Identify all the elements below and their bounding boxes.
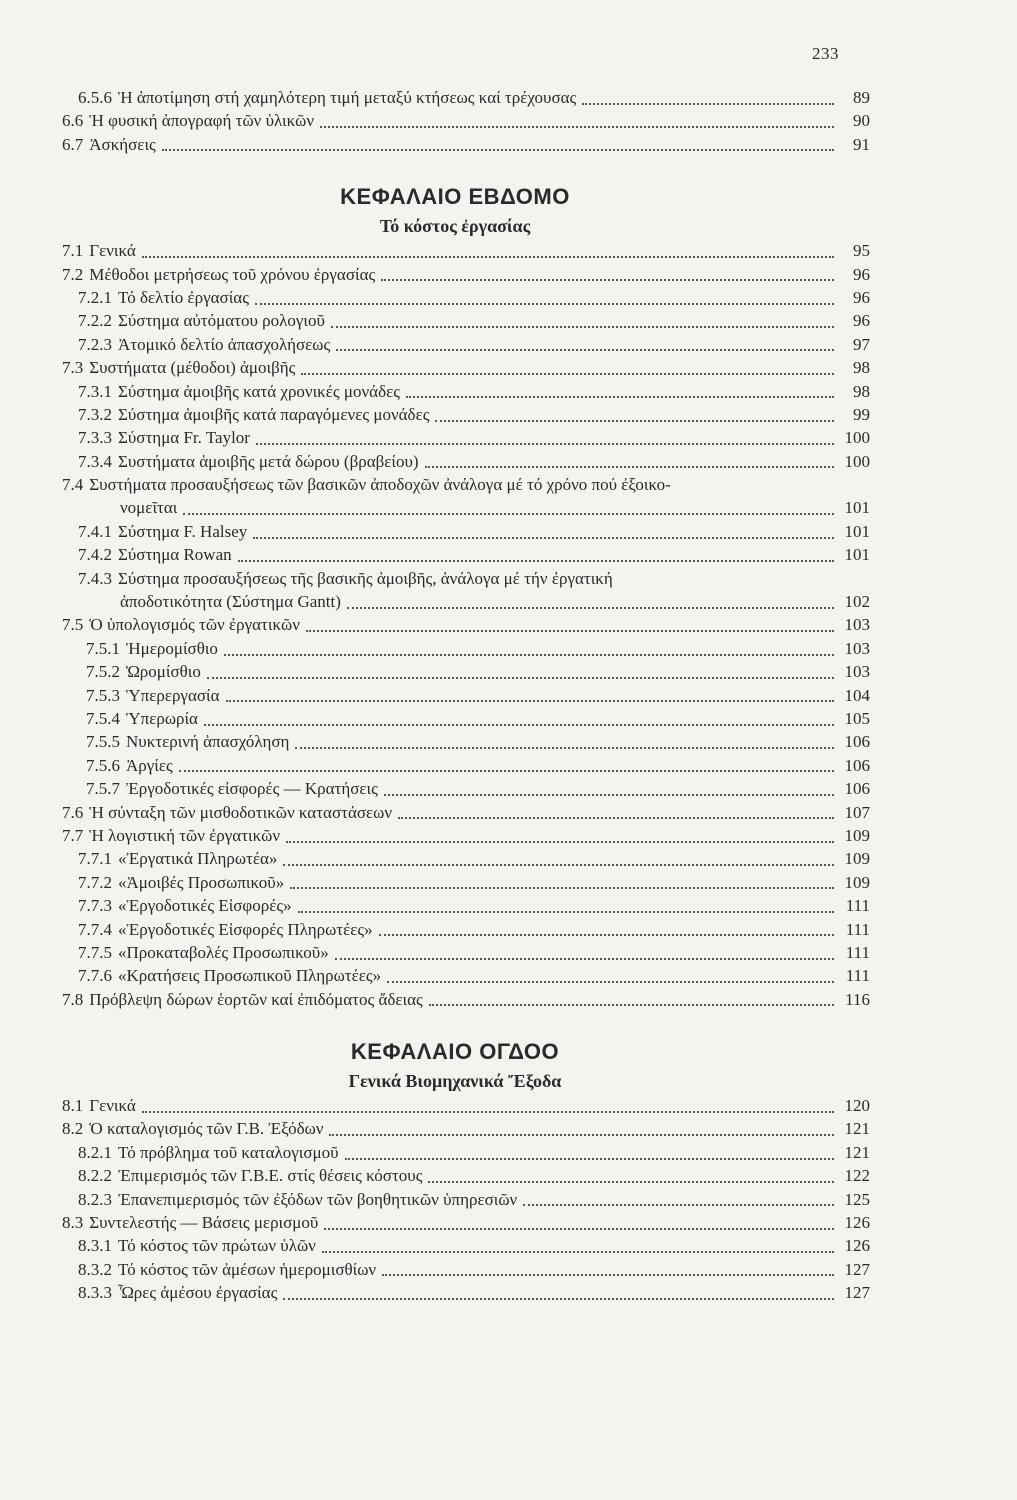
toc-entry xyxy=(40,592,870,615)
toc-entry-page: 98 xyxy=(853,358,870,378)
toc-entry-number: 7.7.6 xyxy=(78,966,112,986)
chapter8-subtitle: Γενικά Βιομηχανικά Ἔξοδα xyxy=(348,1071,562,1092)
toc-entry-title: «Ἐργοδοτικές Εἰσφορές Πληρωτέες» xyxy=(118,919,373,939)
toc-entry xyxy=(40,428,870,451)
toc-entry-number: 7.4.1 xyxy=(78,521,112,541)
dot-leader xyxy=(425,466,834,468)
toc-entry-page: 103 xyxy=(844,638,870,658)
dot-leader xyxy=(347,607,834,609)
toc-entry-number: 7.3 xyxy=(62,358,84,378)
toc-entry-page: 106 xyxy=(844,755,870,775)
toc-entry-number: 8.2.1 xyxy=(78,1142,112,1162)
toc-entry-number: 7.1 xyxy=(62,241,84,261)
toc-entry-number: 7.7.2 xyxy=(78,872,112,892)
toc-entry-title: Νυκτερινή ἀπασχόληση xyxy=(126,732,290,752)
toc-entry-title: Ἀργίες xyxy=(126,755,173,775)
dot-leader xyxy=(283,1298,834,1300)
chapter6-tail-list xyxy=(40,88,870,158)
toc-entry xyxy=(40,1236,870,1259)
toc-entry-page: 104 xyxy=(844,685,870,705)
toc-entry-title: «Ἐργοδοτικές Εἰσφορές» xyxy=(118,896,292,916)
dot-leader xyxy=(381,279,834,281)
chapter7-list xyxy=(40,241,870,1013)
toc-entry-page: 106 xyxy=(844,779,870,799)
toc-entry-number: 8.3.3 xyxy=(78,1283,112,1303)
toc-entry-number: 7.5.3 xyxy=(86,685,120,705)
toc-entry xyxy=(40,896,870,919)
dot-leader xyxy=(345,1158,834,1160)
toc-entry-title: «Ἐργατικά Πληρωτέα» xyxy=(118,849,278,869)
toc-entry-page: 109 xyxy=(844,849,870,869)
toc-entry-number: 7.7.1 xyxy=(78,849,112,869)
toc-entry-title: Ὁ καταλογισμός τῶν Γ.Β. Ἐξόδων xyxy=(89,1119,324,1139)
dot-leader xyxy=(286,841,834,843)
toc-entry xyxy=(40,111,870,134)
toc-entry-title: ἀποδοτικότητα (Σύστημα Gantt) xyxy=(120,592,341,612)
toc-entry-page: 109 xyxy=(844,872,870,892)
toc-entry xyxy=(40,943,870,966)
toc-entry xyxy=(40,405,870,428)
toc-entry-number: 7.7 xyxy=(62,825,84,845)
toc-entry xyxy=(40,709,870,732)
toc-entry xyxy=(40,545,870,568)
toc-entry-number: 7.6 xyxy=(62,802,84,822)
dot-leader xyxy=(382,1274,834,1276)
toc-entry-number: 8.2 xyxy=(62,1119,84,1139)
toc-entry-page: 101 xyxy=(844,498,870,518)
dot-leader xyxy=(384,794,834,796)
toc-entry-title: Ἡ ἀποτίμηση στή χαμηλότερη τιμή μεταξύ κτήσεως καί τρέχουσας xyxy=(118,88,577,107)
toc-entry-page: 106 xyxy=(844,732,870,752)
table-of-contents xyxy=(40,88,870,1307)
toc-entry-page: 126 xyxy=(844,1236,870,1256)
dot-leader xyxy=(207,677,834,679)
toc-entry xyxy=(40,1260,870,1283)
toc-entry-number: 7.2.1 xyxy=(78,287,112,307)
toc-entry xyxy=(40,382,870,405)
toc-entry-number: 7.2.2 xyxy=(78,311,112,331)
dot-leader xyxy=(322,1251,834,1253)
toc-entry xyxy=(40,873,870,896)
toc-entry-title: Ἡ φυσική ἀπογραφή τῶν ὑλικῶν xyxy=(89,111,315,131)
dot-leader xyxy=(226,700,835,702)
toc-entry-page: 95 xyxy=(853,241,870,261)
toc-entry-number: 7.5 xyxy=(62,615,84,635)
toc-entry-number: 8.3.2 xyxy=(78,1259,112,1279)
toc-entry-number: 8.2.3 xyxy=(78,1189,112,1209)
dot-leader xyxy=(336,349,834,351)
toc-entry-page: 111 xyxy=(845,966,870,986)
toc-entry-number: 7.5.2 xyxy=(86,662,120,682)
toc-entry-title: Σύστημα προσαυξήσεως τῆς βασικῆς ἀμοιβῆς, ἀνάλογα μέ τήν ἐργατική xyxy=(118,568,613,588)
toc-entry-title: Συστήματα (μέθοδοι) ἀμοιβῆς xyxy=(89,358,296,378)
toc-entry-title: «Προκαταβολές Προσωπικοῦ» xyxy=(118,942,329,962)
dot-leader xyxy=(142,256,834,258)
toc-entry-page: 111 xyxy=(845,919,870,939)
toc-entry-number: 7.5.7 xyxy=(86,779,120,799)
toc-entry-title: Σύστημα ἀμοιβῆς κατά χρονικές μονάδες xyxy=(118,381,400,401)
toc-entry-title: Ἀσκήσεις xyxy=(89,134,156,154)
toc-entry-page: 100 xyxy=(844,428,870,448)
toc-entry-page: 121 xyxy=(844,1119,870,1139)
dot-leader xyxy=(298,911,834,913)
dot-leader xyxy=(320,126,834,128)
toc-entry xyxy=(40,522,870,545)
toc-entry xyxy=(40,1213,870,1236)
toc-entry-title: Ὡρομίσθιο xyxy=(126,662,201,682)
toc-entry xyxy=(40,475,870,498)
dot-leader xyxy=(283,864,834,866)
dot-leader xyxy=(162,149,834,151)
toc-entry-title: Ἡ σύνταξη τῶν μισθοδοτικῶν καταστάσεων xyxy=(89,802,393,822)
toc-entry-title: Γενικά xyxy=(89,1096,136,1116)
toc-entry xyxy=(40,498,870,521)
dot-leader xyxy=(582,103,834,105)
toc-entry-title: Τό δελτίο ἐργασίας xyxy=(118,287,249,307)
toc-entry-title: Ἐργοδοτικές εἰσφορές — Κρατήσεις xyxy=(126,779,378,799)
toc-entry-title: Συστήματα ἀμοιβῆς μετά δώρου (βραβείου) xyxy=(118,451,419,471)
toc-entry xyxy=(40,803,870,826)
dot-leader xyxy=(238,560,834,562)
toc-entry-number: 7.3.4 xyxy=(78,451,112,471)
toc-entry xyxy=(40,1283,870,1306)
toc-entry xyxy=(40,335,870,358)
toc-entry-number: 7.3.2 xyxy=(78,404,112,424)
toc-entry-page: 100 xyxy=(844,451,870,471)
toc-entry-title: Σύστημα Rowan xyxy=(118,545,232,565)
toc-entry-page: 101 xyxy=(844,521,870,541)
toc-entry-number: 8.2.2 xyxy=(78,1166,112,1186)
toc-entry-number: 8.1 xyxy=(62,1096,84,1116)
toc-entry-number: 7.4.3 xyxy=(78,568,112,588)
toc-entry-page: 109 xyxy=(844,825,870,845)
toc-entry-page: 127 xyxy=(844,1259,870,1279)
toc-entry-page: 96 xyxy=(853,287,870,307)
toc-entry xyxy=(40,779,870,802)
toc-entry-page: 101 xyxy=(844,545,870,565)
dot-leader xyxy=(255,303,834,305)
toc-entry xyxy=(40,88,870,111)
dot-leader xyxy=(387,981,834,983)
toc-entry xyxy=(40,732,870,755)
toc-entry-title: Ἐπιμερισμός τῶν Γ.Β.Ε. στίς θέσεις κόστους xyxy=(118,1166,423,1186)
toc-entry xyxy=(40,756,870,779)
toc-entry-page: 125 xyxy=(844,1189,870,1209)
toc-entry-title: Ἀτομικό δελτίο ἀπασχολήσεως xyxy=(118,334,331,354)
toc-entry-title: Ἡ λογιστική τῶν ἐργατικῶν xyxy=(89,825,281,845)
toc-entry-number: 7.5.1 xyxy=(86,638,120,658)
toc-entry-title: Τό κόστος τῶν ἀμέσων ἡμερομισθίων xyxy=(118,1259,377,1279)
dot-leader xyxy=(324,1228,834,1230)
toc-entry-title: Τό κόστος τῶν πρώτων ὑλῶν xyxy=(118,1236,316,1256)
toc-entry-title: Συστήματα προσαυξήσεως τῶν βασικῶν ἀποδοχῶν ἀνάλογα μέ τό χρόνο πού ἐξοικο- xyxy=(89,475,671,495)
toc-entry-number: 8.3.1 xyxy=(78,1236,112,1256)
toc-entry-title: Τό πρόβλημα τοῦ καταλογισμοῦ xyxy=(118,1142,339,1162)
toc-entry-page: 96 xyxy=(853,264,870,284)
chapter8-list xyxy=(40,1096,870,1307)
toc-entry-number: 7.7.3 xyxy=(78,896,112,916)
dot-leader xyxy=(306,630,834,632)
toc-entry xyxy=(40,615,870,638)
toc-entry-page: 126 xyxy=(844,1213,870,1233)
toc-entry-number: 7.7.4 xyxy=(78,919,112,939)
dot-leader xyxy=(331,326,834,328)
toc-entry xyxy=(40,135,870,158)
toc-entry-number: 7.5.6 xyxy=(86,755,120,775)
toc-entry-title: «Κρατήσεις Προσωπικοῦ Πληρωτέες» xyxy=(118,966,382,986)
toc-entry-title: Συντελεστής — Βάσεις μερισμοῦ xyxy=(89,1213,319,1233)
toc-entry-page: 91 xyxy=(853,134,870,154)
toc-entry xyxy=(40,662,870,685)
toc-entry-number: 7.7.5 xyxy=(78,942,112,962)
toc-entry xyxy=(40,639,870,662)
toc-entry-number: 6.7 xyxy=(62,134,84,154)
toc-entry-page: 116 xyxy=(845,989,870,1009)
toc-entry-title: Γενικά xyxy=(89,241,136,261)
chapter8-title: ΚΕΦΑΛΑΙΟ ΟΓΔΟΟ xyxy=(350,1039,560,1065)
toc-entry-title: Σύστημα F. Halsey xyxy=(118,521,248,541)
toc-entry-page: 96 xyxy=(853,311,870,331)
dot-leader xyxy=(398,817,834,819)
toc-entry-title: «Ἀμοιβές Προσωπικοῦ» xyxy=(118,872,285,892)
toc-entry xyxy=(40,849,870,872)
toc-entry-title: Ὑπερωρία xyxy=(126,708,198,728)
toc-entry-title: Σύστημα αὐτόματου ρολογιοῦ xyxy=(118,311,325,331)
page-number: 233 xyxy=(812,44,839,63)
toc-entry-page: 90 xyxy=(853,111,870,131)
toc-entry xyxy=(40,311,870,334)
toc-entry xyxy=(40,826,870,849)
toc-entry-title: Σύστημα Fr. Taylor xyxy=(118,428,250,448)
toc-entry xyxy=(40,990,870,1013)
dot-leader xyxy=(329,1134,834,1136)
dot-leader xyxy=(429,1004,834,1006)
dot-leader xyxy=(335,958,834,960)
toc-entry-page: 121 xyxy=(844,1142,870,1162)
toc-entry-page: 103 xyxy=(844,615,870,635)
dot-leader xyxy=(435,420,834,422)
dot-leader xyxy=(224,654,834,656)
toc-entry-title: Ἐπανεπιμερισμός τῶν ἐξόδων τῶν βοηθητικῶν ὑπηρεσιῶν xyxy=(118,1189,518,1209)
toc-entry xyxy=(40,920,870,943)
toc-entry xyxy=(40,686,870,709)
toc-entry-title: Ὑπερεργασία xyxy=(126,685,220,705)
toc-entry-page: 111 xyxy=(845,942,870,962)
toc-entry-number: 7.8 xyxy=(62,989,84,1009)
dot-leader xyxy=(256,443,834,445)
toc-entry-number: 7.5.4 xyxy=(86,708,120,728)
dot-leader xyxy=(406,396,834,398)
dot-leader xyxy=(295,747,834,749)
chapter7-title: ΚΕΦΑΛΑΙΟ ΕΒΔΟΜΟ xyxy=(340,184,570,210)
toc-entry xyxy=(40,569,870,592)
toc-entry xyxy=(40,288,870,311)
toc-entry-title: Πρόβλεψη δώρων ἑορτῶν καί ἐπιδόματος ἄδειας xyxy=(89,989,423,1009)
toc-entry-page: 105 xyxy=(844,708,870,728)
chapter7-subtitle: Τό κόστος ἐργασίας xyxy=(379,216,531,237)
dot-leader xyxy=(379,934,834,936)
toc-entry xyxy=(40,1166,870,1189)
toc-entry-number: 7.4.2 xyxy=(78,545,112,565)
toc-entry-number: 7.3.3 xyxy=(78,428,112,448)
toc-entry-title: Ὁ ὑπολογισμός τῶν ἐργατικῶν xyxy=(89,615,300,635)
toc-entry xyxy=(40,452,870,475)
toc-entry-page: 99 xyxy=(853,404,870,424)
dot-leader xyxy=(301,373,834,375)
dot-leader xyxy=(290,887,834,889)
toc-entry-page: 103 xyxy=(844,662,870,682)
toc-entry-page: 127 xyxy=(844,1283,870,1303)
toc-entry-number: 6.6 xyxy=(62,111,84,131)
toc-entry xyxy=(40,966,870,989)
dot-leader xyxy=(204,724,834,726)
dot-leader xyxy=(428,1181,834,1183)
toc-entry-title: Ὧρες ἀμέσου ἐργασίας xyxy=(118,1283,278,1303)
toc-entry xyxy=(40,358,870,381)
toc-entry-page: 102 xyxy=(844,592,870,612)
toc-entry-page: 97 xyxy=(853,334,870,354)
toc-entry-number: 7.5.5 xyxy=(86,732,120,752)
toc-entry-page: 122 xyxy=(844,1166,870,1186)
toc-entry xyxy=(40,1096,870,1119)
dot-leader xyxy=(142,1111,834,1113)
toc-entry xyxy=(40,1190,870,1213)
toc-entry-number: 7.4 xyxy=(62,475,84,495)
toc-entry-title: Μέθοδοι μετρήσεως τοῦ χρόνου ἐργασίας xyxy=(89,264,376,284)
toc-entry-number: 7.2 xyxy=(62,264,84,284)
dot-leader xyxy=(253,537,834,539)
dot-leader xyxy=(179,770,834,772)
toc-entry-page: 98 xyxy=(853,381,870,401)
toc-entry-page: 111 xyxy=(845,896,870,916)
toc-entry xyxy=(40,1119,870,1142)
toc-entry xyxy=(40,265,870,288)
toc-entry-page: 89 xyxy=(853,88,870,107)
toc-entry xyxy=(40,1143,870,1166)
toc-entry-number: 6.5.6 xyxy=(78,88,112,107)
toc-entry-title: Σύστημα ἀμοιβῆς κατά παραγόμενες μονάδες xyxy=(118,404,430,424)
dot-leader xyxy=(183,513,834,515)
toc-entry-number: 7.3.1 xyxy=(78,381,112,401)
toc-entry xyxy=(40,241,870,264)
toc-entry-title: Ἡμερομίσθιο xyxy=(126,638,218,658)
toc-entry-page: 120 xyxy=(844,1096,870,1116)
toc-entry-title: νομεῖται xyxy=(120,498,178,518)
toc-entry-number: 8.3 xyxy=(62,1213,84,1233)
toc-entry-page: 107 xyxy=(844,802,870,822)
toc-entry-number: 7.2.3 xyxy=(78,334,112,354)
dot-leader xyxy=(523,1204,834,1206)
